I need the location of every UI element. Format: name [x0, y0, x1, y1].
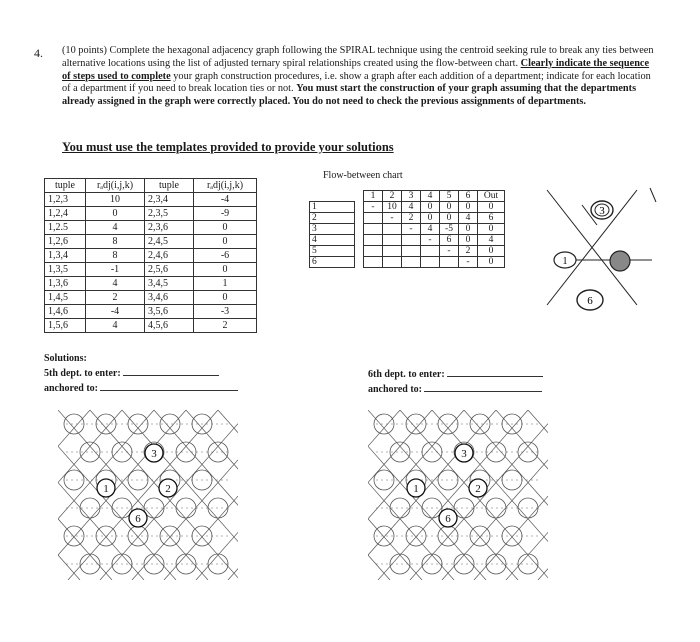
relations-row — [45, 277, 257, 291]
flow-row-label: 1 — [310, 202, 355, 213]
node-1-label: 1 — [562, 256, 568, 267]
flow-row — [310, 246, 505, 257]
tuple-cell: 4,5,6 — [145, 319, 194, 333]
relations-table — [44, 178, 257, 333]
flow-cell: 0 — [478, 202, 505, 213]
flow-cell: 6 — [478, 213, 505, 224]
tuple-cell: 1,2,4 — [45, 207, 86, 221]
radj-cell: 8 — [86, 235, 145, 249]
lattice5-grid-line — [58, 410, 90, 580]
relations-row — [45, 207, 257, 221]
flow-cell: 0 — [421, 202, 440, 213]
solutions-5th — [44, 352, 238, 395]
tuple-cell: 2,3,6 — [145, 221, 194, 235]
question-number: 4. — [34, 46, 43, 60]
relations-row — [45, 305, 257, 319]
question-points: (10 points) — [62, 45, 107, 56]
lattice6-grid-line — [368, 410, 518, 580]
relations-row — [45, 263, 257, 277]
flow-row — [310, 257, 505, 268]
relations-row — [45, 221, 257, 235]
question-text-bold: You must start the construction of your graph assuming that the departments already assigned in the graph were correctly placed. You do not need to check the previous assignments of departments. — [62, 83, 637, 108]
question-text-underlined: Clearly indicate the sequence of steps used to complete — [62, 57, 650, 82]
lattice6-dept-label: 1 — [413, 483, 419, 495]
flow-cell — [364, 224, 383, 235]
flow-cell: 0 — [440, 213, 459, 224]
lattice5-grid-line — [58, 410, 208, 580]
radj-cell: -9 — [194, 207, 257, 221]
header-radj: rₐdj(i,j,k) — [86, 179, 145, 193]
radj-cell: 1 — [194, 277, 257, 291]
tuple-cell: 3,4,6 — [145, 291, 194, 305]
tuple-cell: 2,3,5 — [145, 207, 194, 221]
radj-cell: 8 — [86, 249, 145, 263]
flow-cell: - — [402, 224, 421, 235]
flow-header-row — [310, 191, 505, 202]
tuple-cell: 2,4,5 — [145, 235, 194, 249]
radj-cell: 0 — [194, 263, 257, 277]
flow-row-label: 2 — [310, 213, 355, 224]
radj-cell: -6 — [194, 249, 257, 263]
flow-cell: 4 — [421, 224, 440, 235]
relations-row — [45, 235, 257, 249]
header-radj: rₐdj(i,j,k) — [194, 179, 257, 193]
flow-cell: 0 — [440, 202, 459, 213]
solutions-6th — [368, 366, 543, 396]
flow-cell — [402, 257, 421, 268]
flow-gap — [355, 257, 364, 268]
sixth-anchor-blank[interactable] — [424, 381, 542, 392]
tuple-cell: 1,4,5 — [45, 291, 86, 305]
sixth-enter-label: 6th dept. to enter: — [368, 369, 445, 380]
lattice5-grid-line — [68, 410, 218, 580]
flow-cell: 0 — [459, 235, 478, 246]
templates-note: You must use the templates provided to provide your solutions — [62, 140, 394, 154]
flow-cell: 0 — [478, 257, 505, 268]
lattice5-dept-label: 3 — [151, 448, 157, 460]
fifth-enter-label: 5th dept. to enter: — [44, 368, 121, 379]
tuple-cell: 3,5,6 — [145, 305, 194, 319]
flow-row-label: 5 — [310, 246, 355, 257]
relations-header-row — [45, 179, 257, 193]
fifth-enter-blank[interactable] — [123, 365, 219, 376]
tuple-cell: 3,4,5 — [145, 277, 194, 291]
lattice5-dept-label: 1 — [103, 483, 109, 495]
node-3 — [591, 201, 613, 219]
solutions-title: Solutions: — [44, 353, 87, 364]
flow-row-label: 3 — [310, 224, 355, 235]
flow-col-header: 4 — [421, 191, 440, 202]
flow-cell: 0 — [459, 224, 478, 235]
tuple-cell: 2,5,6 — [145, 263, 194, 277]
flow-cell: -5 — [440, 224, 459, 235]
flow-row — [310, 224, 505, 235]
flow-cell: 4 — [478, 235, 505, 246]
flow-cell: - — [364, 202, 383, 213]
flow-cell: 4 — [402, 202, 421, 213]
lattice6-grid-line — [368, 410, 400, 580]
flow-corner — [310, 191, 355, 202]
sixth-anchor-label: anchored to: — [368, 384, 422, 395]
flow-cell: 10 — [383, 202, 402, 213]
fifth-anchor-label: anchored to: — [44, 383, 98, 394]
radj-cell: 0 — [194, 221, 257, 235]
lattice5-grid-line — [58, 410, 176, 580]
radj-cell: 4 — [86, 319, 145, 333]
tuple-cell: 1,3,5 — [45, 263, 86, 277]
radj-cell: 2 — [194, 319, 257, 333]
tuple-cell: 1,4,6 — [45, 305, 86, 319]
flow-gap — [355, 246, 364, 257]
flow-col-header: 2 — [383, 191, 402, 202]
lattice6-dept-label: 6 — [445, 513, 451, 525]
flow-cell — [364, 257, 383, 268]
radj-cell: 0 — [194, 291, 257, 305]
flow-between-table — [309, 190, 505, 268]
flow-cell: 0 — [478, 246, 505, 257]
node-6 — [577, 290, 603, 310]
lattice6-dept-label: 3 — [461, 448, 467, 460]
radj-cell: 0 — [194, 235, 257, 249]
radj-cell: 4 — [86, 221, 145, 235]
flow-row — [310, 235, 505, 246]
flow-cell: 0 — [478, 224, 505, 235]
radj-cell: -1 — [86, 263, 145, 277]
tuple-cell: 1,3,4 — [45, 249, 86, 263]
flow-cell: 2 — [402, 213, 421, 224]
lattice5-grid-line — [228, 410, 238, 580]
lattice5-dept-label: 6 — [135, 513, 141, 525]
lattice6-grid-line — [538, 410, 548, 580]
flow-row — [310, 202, 505, 213]
flow-col-header: 6 — [459, 191, 478, 202]
tuple-cell: 2,3,4 — [145, 193, 194, 207]
flow-gap — [355, 213, 364, 224]
flow-gap — [355, 235, 364, 246]
question-text-1: Complete the hexagonal adjacency graph following the SPIRAL technique using the centroid seeking rule to break any ties between alternative locations using the list of adjusted ternary spiral relationships created using the flow-between chart. — [62, 45, 654, 69]
flow-cell — [383, 224, 402, 235]
flow-gap — [355, 191, 364, 202]
flow-row — [310, 213, 505, 224]
flow-cell: 6 — [440, 235, 459, 246]
flow-cell — [364, 213, 383, 224]
lattice5-grid-line — [186, 410, 238, 580]
flow-cell: 4 — [459, 213, 478, 224]
tuple-cell: 1,5,6 — [45, 319, 86, 333]
flow-cell — [383, 246, 402, 257]
flow-cell — [383, 235, 402, 246]
radj-cell: -4 — [86, 305, 145, 319]
flow-cell: - — [421, 235, 440, 246]
flow-cell: 0 — [459, 202, 478, 213]
flow-cell — [364, 235, 383, 246]
flow-col-header: 1 — [364, 191, 383, 202]
flow-col-header: 3 — [402, 191, 421, 202]
sixth-enter-blank[interactable] — [447, 366, 543, 377]
header-tuple: tuple — [145, 179, 194, 193]
flow-row-label: 4 — [310, 235, 355, 246]
flow-cell: 2 — [459, 246, 478, 257]
tuple-cell: 2,4,6 — [145, 249, 194, 263]
flow-cell — [440, 257, 459, 268]
flow-cell: 0 — [421, 213, 440, 224]
lattice6-dept-label: 2 — [475, 483, 481, 495]
lattice5-grid-line — [196, 410, 238, 580]
flow-row-label: 6 — [310, 257, 355, 268]
radj-cell: -4 — [194, 193, 257, 207]
flow-cell — [402, 246, 421, 257]
radj-cell: 10 — [86, 193, 145, 207]
flow-cell — [383, 257, 402, 268]
node-1 — [554, 252, 576, 268]
flow-cell: - — [459, 257, 478, 268]
relations-row — [45, 249, 257, 263]
question-text-3: your graph construction procedures, i.e. show a graph after each addition of a department; indicate for each location of a department if you need to break location ties or not. — [62, 70, 651, 95]
flow-col-header: 5 — [440, 191, 459, 202]
relations-row — [45, 193, 257, 207]
lattice6-grid-line — [496, 410, 548, 580]
radj-cell: 0 — [86, 207, 145, 221]
flow-gap — [355, 202, 364, 213]
flow-cell — [402, 235, 421, 246]
fifth-anchor-blank[interactable] — [100, 380, 238, 391]
flow-gap — [355, 224, 364, 235]
flow-cell: - — [383, 213, 402, 224]
radj-cell: -3 — [194, 305, 257, 319]
lattice6-grid-line — [506, 410, 548, 580]
node-6-label: 6 — [587, 295, 593, 307]
lattice6-grid-line — [378, 410, 528, 580]
partial-graph — [522, 180, 672, 320]
lattice-template-6th — [368, 410, 548, 580]
flow-cell — [364, 246, 383, 257]
tuple-cell: 1,2,3 — [45, 193, 86, 207]
radj-cell: 4 — [86, 277, 145, 291]
flow-cell — [421, 257, 440, 268]
tuple-cell: 1,2,6 — [45, 235, 86, 249]
node-filled — [610, 251, 630, 271]
lattice5-dept-label: 2 — [165, 483, 171, 495]
lattice-template-5th — [58, 410, 238, 580]
relations-row — [45, 319, 257, 333]
radj-cell: 2 — [86, 291, 145, 305]
flow-cell: - — [440, 246, 459, 257]
flow-chart-title: Flow-between chart — [323, 170, 403, 181]
tuple-cell: 1,2.5 — [45, 221, 86, 235]
flow-col-header: Out — [478, 191, 505, 202]
lattice6-grid-line — [368, 410, 486, 580]
relations-row — [45, 291, 257, 305]
flow-cell — [421, 246, 440, 257]
question-text — [62, 45, 660, 109]
tuple-cell: 1,3,6 — [45, 277, 86, 291]
node-3-label: 3 — [599, 205, 605, 217]
header-tuple: tuple — [45, 179, 86, 193]
